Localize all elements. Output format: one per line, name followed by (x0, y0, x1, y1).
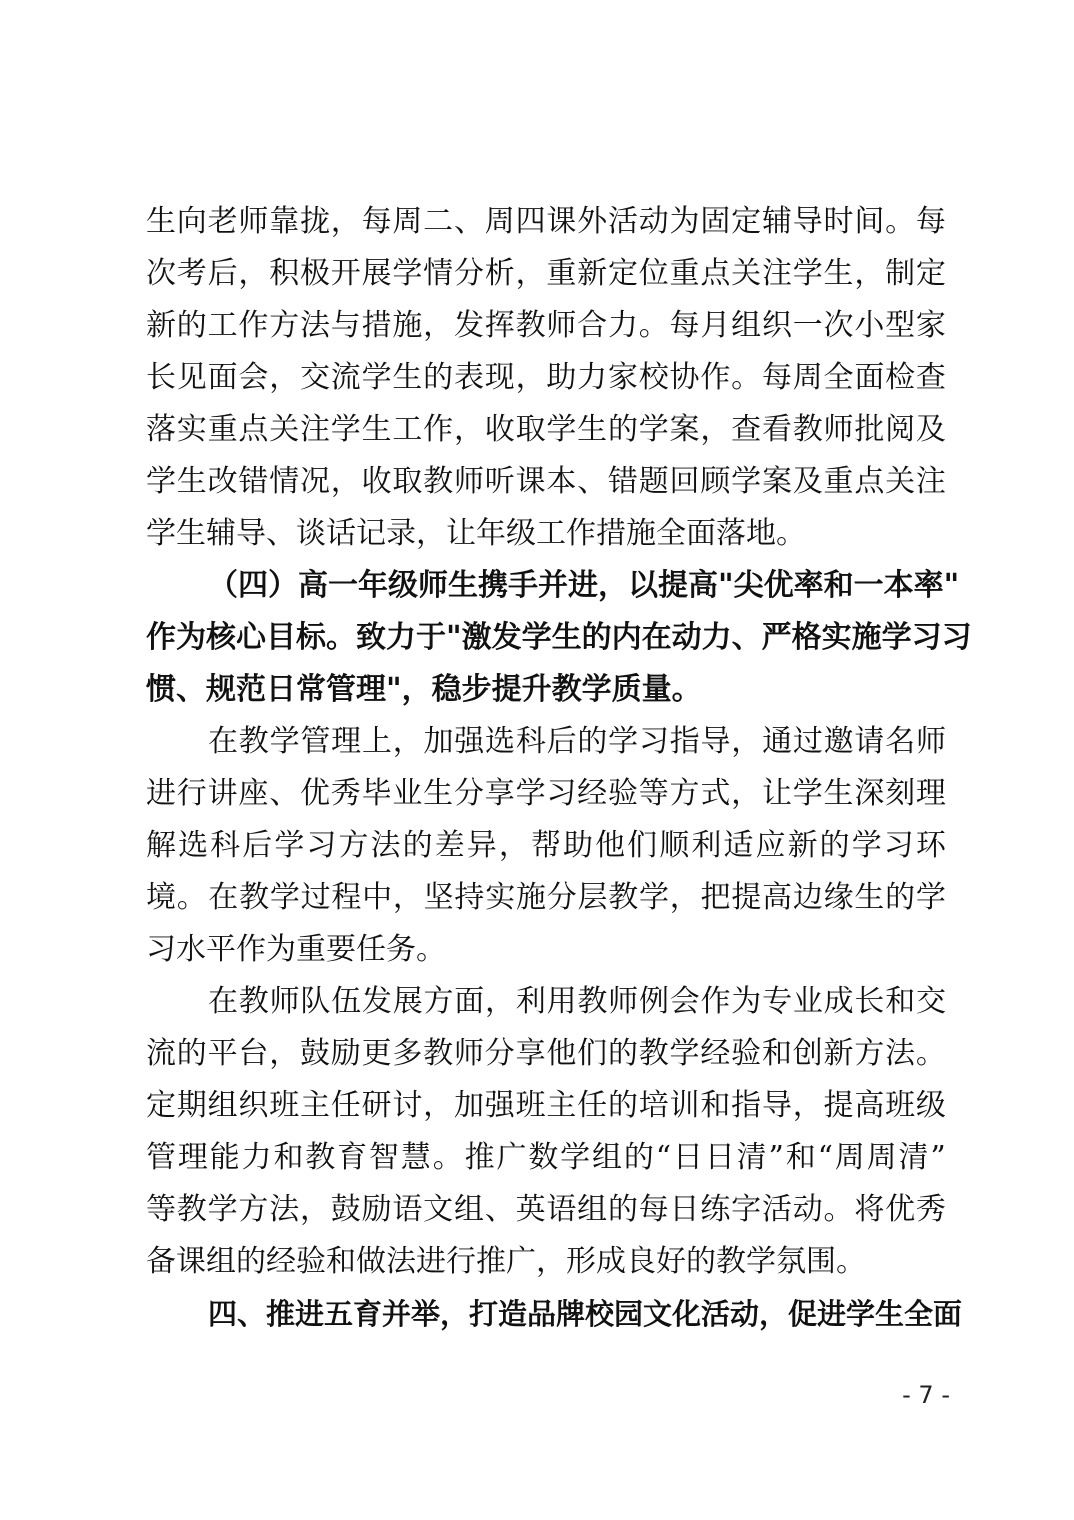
main-heading-line: 四、推进五育并举，打造品牌校园文化活动，促进学生全面 (208, 1297, 963, 1331)
page-number: - 7 - (902, 1381, 950, 1409)
paragraph-line-8: 在 教 学 管 理 上 ， 加 强 选 科 后 的 学 习 指 导 ， 通 过 邀 请 名 师 (208, 724, 946, 759)
paragraph-line-1: 生 向 老 师 靠 拢 ， 每 周 二 、 周 四 课 外 活 动 为 固 定 辅 导 时 间 。 每 (146, 204, 946, 239)
paragraph-line-10: 解 选 科 后 学 习 方 法 的 差 异 ， 帮 助 他 们 顺 利 适 应 新 的 学 习 环 (146, 828, 946, 863)
paragraph-line-5: 落 实 重 点 关 注 学 生 工 作 ， 收 取 学 生 的 学 案 ， 查 看 教 师 批 阅 及 (146, 412, 946, 447)
paragraph-line-9: 进 行 讲 座 、 优 秀 毕 业 生 分 享 学 习 经 验 等 方 式 ， 让 学 生 深 刻 理 (146, 776, 946, 811)
paragraph-line-18: 备课组的经验和做法进行推广，形成良好的教学氛围。 (146, 1244, 866, 1279)
section-heading-line-1: （四）高一年级师生携手并进，以提高"尖优率和一本率" (208, 568, 960, 603)
paragraph-line-12: 习水平作为重要任务。 (146, 932, 446, 967)
paragraph-line-17: 等 教 学 方 法 ， 鼓 励 语 文 组 、 英 语 组 的 每 日 练 字 活 动 。 将 优 秀 (146, 1192, 946, 1227)
paragraph-line-7: 学生辅导、谈话记录，让年级工作措施全面落地。 (146, 516, 806, 551)
paragraph-line-6: 学 生 改 错 情 况 ， 收 取 教 师 听 课 本 、 错 题 回 顾 学 案 及 重 点 关 注 (146, 464, 946, 499)
section-heading-line-3: 惯、规范日常管理"，稳步提升教学质量。 (146, 672, 702, 707)
section-heading-line-2: 作为核心目标。致力于"激发学生的内在动力、严格实施学习习 (146, 620, 972, 655)
paragraph-line-15: 定 期 组 织 班 主 任 研 讨 ， 加 强 班 主 任 的 培 训 和 指 导 ， 提 高 班 级 (146, 1088, 946, 1123)
paragraph-line-16: 管 理 能 力 和 教 育 智 慧 。 推 广 数 学 组 的 “ 日 日 清 ” 和 “ 周 周 清 ” (146, 1140, 946, 1175)
paragraph-line-11: 境 。 在 教 学 过 程 中 ， 坚 持 实 施 分 层 教 学 ， 把 提 高 边 缘 生 的 学 (146, 880, 946, 915)
paragraph-line-4: 长 见 面 会 ， 交 流 学 生 的 表 现 ， 助 力 家 校 协 作 。 每 周 全 面 检 查 (146, 360, 946, 395)
paragraph-line-3: 新 的 工 作 方 法 与 措 施 ， 发 挥 教 师 合 力 。 每 月 组 织 一 次 小 型 家 (146, 308, 946, 343)
paragraph-line-2: 次 考 后 ， 积 极 开 展 学 情 分 析 ， 重 新 定 位 重 点 关 注 学 生 ， 制 定 (146, 256, 946, 291)
paragraph-line-14: 流 的 平 台 ， 鼓 励 更 多 教 师 分 享 他 们 的 教 学 经 验 和 创 新 方 法 。 (146, 1036, 946, 1071)
paragraph-line-13: 在 教 师 队 伍 发 展 方 面 ， 利 用 教 师 例 会 作 为 专 业 成 长 和 交 (208, 984, 946, 1019)
